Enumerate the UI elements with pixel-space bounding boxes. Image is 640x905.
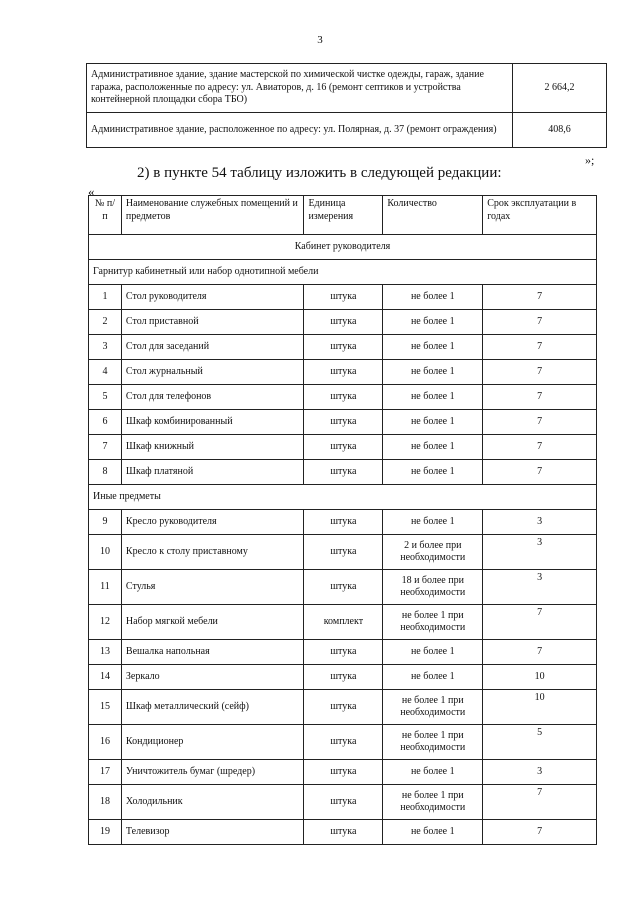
- item-unit: штука: [304, 570, 383, 605]
- group-title: Иные предметы: [89, 485, 597, 510]
- item-qty: не более 1: [383, 460, 483, 485]
- item-term: 7: [483, 820, 597, 845]
- item-num: 7: [89, 435, 122, 460]
- page-number: 3: [317, 34, 323, 46]
- item-name: Стол руководителя: [121, 285, 304, 310]
- header-name: Наименование служебных помещений и предметов: [121, 196, 304, 235]
- table-header: [89, 196, 597, 235]
- item-qty: не более 1: [383, 360, 483, 385]
- item-term: 7: [483, 435, 597, 460]
- item-unit: штука: [304, 460, 383, 485]
- item-num: 6: [89, 410, 122, 435]
- table-row: [87, 64, 607, 113]
- item-unit: штука: [304, 335, 383, 360]
- item-num: 5: [89, 385, 122, 410]
- row-value: 408,6: [513, 113, 607, 148]
- item-name: Кресло руководителя: [121, 510, 304, 535]
- item-qty: не более 1 при необходимости: [383, 690, 483, 725]
- row-description: Административное здание, здание мастерской по химической чистке одежды, гараж, здание гаража, расположенные по адресу: ул. Авиаторов, д. 16 (ремонт септиков и устройства контейнерной площадки сбора ТБО): [87, 64, 513, 113]
- item-num: 12: [89, 605, 122, 640]
- header-unit: Единица измерения: [304, 196, 383, 235]
- table-row: [89, 690, 597, 725]
- header-term: Срок эксплуатации в годах: [483, 196, 597, 235]
- table-row: [89, 725, 597, 760]
- item-num: 8: [89, 460, 122, 485]
- item-num: 17: [89, 760, 122, 785]
- item-qty: не более 1: [383, 310, 483, 335]
- table-row: [87, 113, 607, 148]
- table-row: [89, 435, 597, 460]
- item-unit: штука: [304, 535, 383, 570]
- item-name: Шкаф металлический (сейф): [121, 690, 304, 725]
- item-name: Уничтожитель бумаг (шредер): [121, 760, 304, 785]
- table-row: [89, 285, 597, 310]
- item-name: Зеркало: [121, 665, 304, 690]
- item-term: 3: [483, 760, 597, 785]
- item-unit: штука: [304, 310, 383, 335]
- item-unit: штука: [304, 285, 383, 310]
- item-num: 2: [89, 310, 122, 335]
- item-unit: штука: [304, 435, 383, 460]
- table-row: [89, 665, 597, 690]
- table-row: [89, 820, 597, 845]
- item-num: 16: [89, 725, 122, 760]
- table-row: [89, 785, 597, 820]
- item-term: 7: [483, 460, 597, 485]
- item-num: 1: [89, 285, 122, 310]
- header-qty: Количество: [383, 196, 483, 235]
- item-term: 3: [483, 570, 597, 605]
- item-num: 15: [89, 690, 122, 725]
- top-table: [86, 63, 607, 148]
- item-unit: штука: [304, 725, 383, 760]
- item-unit: штука: [304, 760, 383, 785]
- item-unit: штука: [304, 640, 383, 665]
- item-num: 10: [89, 535, 122, 570]
- item-qty: не более 1: [383, 435, 483, 460]
- item-term: 10: [483, 690, 597, 725]
- item-qty: 2 и более при необходимости: [383, 535, 483, 570]
- item-term: 7: [483, 410, 597, 435]
- item-unit: штука: [304, 690, 383, 725]
- item-num: 13: [89, 640, 122, 665]
- item-qty: не более 1: [383, 410, 483, 435]
- item-name: Кресло к столу приставному: [121, 535, 304, 570]
- table-row: [89, 640, 597, 665]
- group-row: [89, 485, 597, 510]
- table-row: [89, 360, 597, 385]
- item-name: Стол для заседаний: [121, 335, 304, 360]
- item-term: 7: [483, 385, 597, 410]
- item-qty: не более 1 при необходимости: [383, 725, 483, 760]
- item-qty: не более 1: [383, 510, 483, 535]
- category-row: [89, 235, 597, 260]
- item-qty: не более 1: [383, 820, 483, 845]
- item-num: 4: [89, 360, 122, 385]
- item-term: 7: [483, 360, 597, 385]
- group-title: Гарнитур кабинетный или набор однотипной мебели: [89, 260, 597, 285]
- item-name: Шкаф платяной: [121, 460, 304, 485]
- item-name: Шкаф комбинированный: [121, 410, 304, 435]
- item-num: 14: [89, 665, 122, 690]
- header-num: № п/п: [89, 196, 122, 235]
- item-qty: не более 1: [383, 665, 483, 690]
- item-qty: не более 1: [383, 760, 483, 785]
- item-unit: штука: [304, 385, 383, 410]
- item-num: 9: [89, 510, 122, 535]
- item-term: 3: [483, 510, 597, 535]
- item-unit: штука: [304, 785, 383, 820]
- group-row: [89, 260, 597, 285]
- item-unit: штука: [304, 510, 383, 535]
- item-qty: не более 1: [383, 285, 483, 310]
- item-unit: комплект: [304, 605, 383, 640]
- item-num: 19: [89, 820, 122, 845]
- item-term: 5: [483, 725, 597, 760]
- item-unit: штука: [304, 665, 383, 690]
- item-name: Кондиционер: [121, 725, 304, 760]
- item-unit: штука: [304, 360, 383, 385]
- section-heading: 2) в пункте 54 таблицу изложить в следующей редакции:: [137, 165, 502, 181]
- table-row: [89, 760, 597, 785]
- item-term: 7: [483, 785, 597, 820]
- item-name: Стулья: [121, 570, 304, 605]
- item-qty: не более 1: [383, 385, 483, 410]
- item-qty: не более 1 при необходимости: [383, 605, 483, 640]
- category-title: Кабинет руководителя: [89, 235, 597, 260]
- table-row: [89, 385, 597, 410]
- item-term: 7: [483, 285, 597, 310]
- item-term: 7: [483, 605, 597, 640]
- item-term: 7: [483, 640, 597, 665]
- item-name: Стол журнальный: [121, 360, 304, 385]
- table-row: [89, 310, 597, 335]
- item-num: 18: [89, 785, 122, 820]
- table-row: [89, 605, 597, 640]
- item-term: 7: [483, 310, 597, 335]
- table-row: [89, 335, 597, 360]
- table-row: [89, 510, 597, 535]
- furniture-table: [88, 195, 597, 845]
- item-term: 3: [483, 535, 597, 570]
- table-row: [89, 460, 597, 485]
- item-name: Стол приставной: [121, 310, 304, 335]
- closing-mark: »;: [585, 153, 595, 167]
- row-description: Административное здание, расположенное по адресу: ул. Полярная, д. 37 (ремонт ограждения): [87, 113, 513, 148]
- table-row: [89, 535, 597, 570]
- item-unit: штука: [304, 820, 383, 845]
- item-num: 11: [89, 570, 122, 605]
- item-name: Телевизор: [121, 820, 304, 845]
- item-qty: не более 1 при необходимости: [383, 785, 483, 820]
- item-qty: не более 1: [383, 335, 483, 360]
- item-name: Стол для телефонов: [121, 385, 304, 410]
- row-value: 2 664,2: [513, 64, 607, 113]
- table-row: [89, 410, 597, 435]
- open-quote: «: [88, 184, 95, 199]
- item-name: Набор мягкой мебели: [121, 605, 304, 640]
- item-name: Вешалка напольная: [121, 640, 304, 665]
- item-qty: не более 1: [383, 640, 483, 665]
- item-unit: штука: [304, 410, 383, 435]
- item-term: 10: [483, 665, 597, 690]
- item-qty: 18 и более при необходимости: [383, 570, 483, 605]
- item-name: Шкаф книжный: [121, 435, 304, 460]
- item-term: 7: [483, 335, 597, 360]
- item-name: Холодильник: [121, 785, 304, 820]
- table-row: [89, 570, 597, 605]
- item-num: 3: [89, 335, 122, 360]
